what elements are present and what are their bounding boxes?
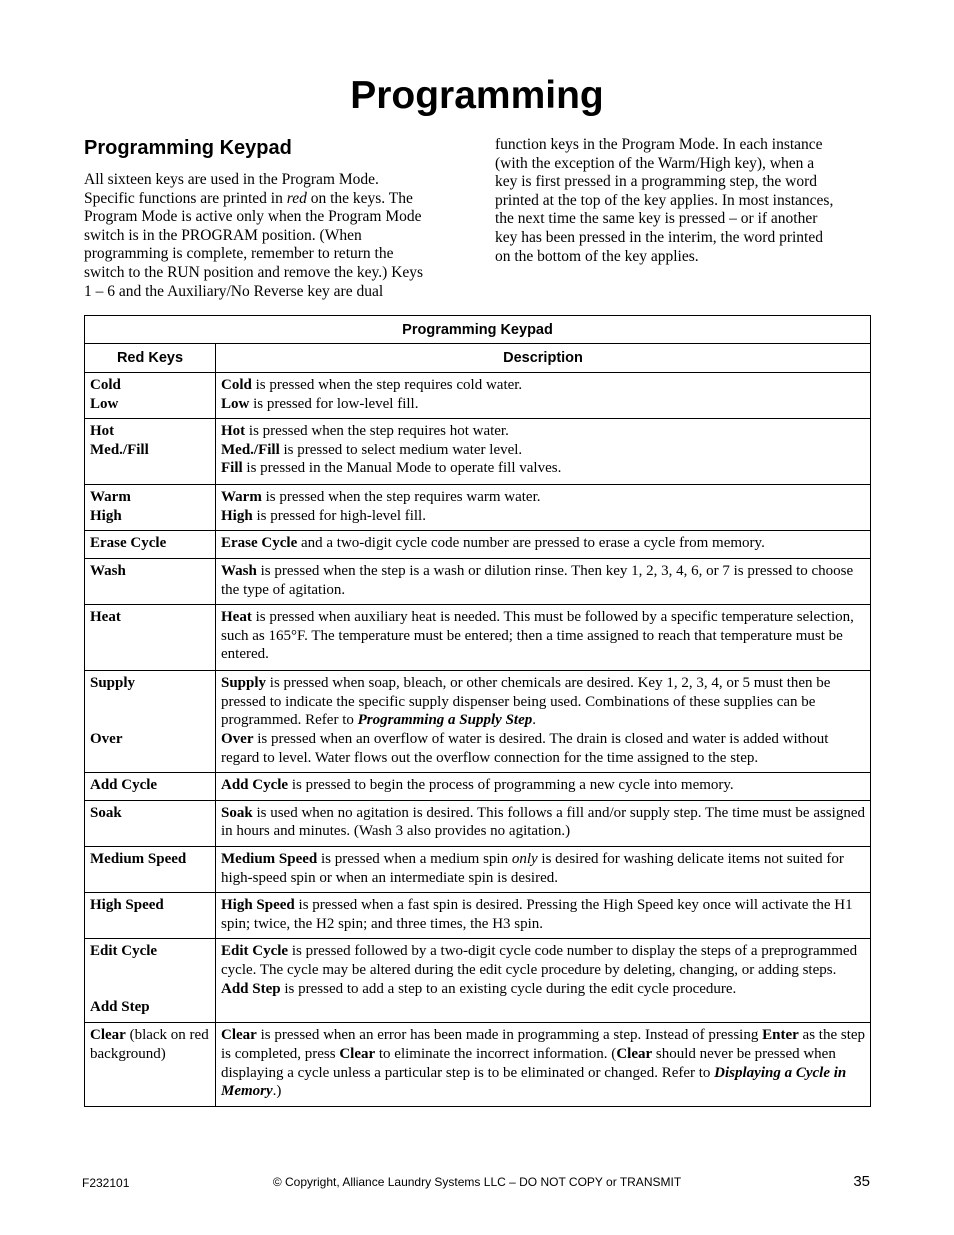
- red-key-cell: [85, 893, 216, 939]
- red-key-cell: [85, 531, 216, 559]
- key-description: [216, 801, 870, 846]
- description-cell: [216, 671, 871, 773]
- description-cell: [216, 773, 871, 801]
- description-line: [221, 534, 865, 553]
- intro-paragraph-left: [84, 171, 462, 301]
- description-text: is pressed when soap, bleach, or other chemicals are desired. Key 1, 2, 3, 4, or 5 must then be pressed to indicate the specific supply dispenser being used. Combinations of these supplies can be programmed. Refer to: [221, 675, 831, 729]
- red-key-names: [85, 1023, 215, 1068]
- description-cell: [216, 485, 871, 531]
- description-cell: [216, 1023, 871, 1107]
- red-key-names: [85, 671, 215, 753]
- description-line: [221, 608, 865, 664]
- description-text: is pressed for low-level fill.: [249, 395, 419, 412]
- red-key-name: Medium Speed: [90, 850, 187, 867]
- description-text: is pressed when the step requires warm water.: [261, 489, 541, 506]
- description-line: [221, 459, 865, 478]
- emphasis: only: [511, 850, 538, 867]
- cross-reference: Displaying a Cycle in Memory: [221, 1064, 847, 1100]
- red-key-names: [85, 373, 215, 418]
- description-line: [221, 395, 865, 414]
- red-key-names: [85, 939, 215, 1021]
- key-term: Warm: [221, 489, 262, 506]
- key-term: Heat: [221, 609, 252, 626]
- intro-text-red-word: red: [286, 189, 307, 207]
- description-text: .): [272, 1083, 282, 1100]
- red-key-names: [85, 485, 215, 530]
- key-term: Enter: [762, 1027, 799, 1044]
- red-key-name: Wash: [90, 562, 126, 579]
- table-row: [85, 605, 871, 671]
- spacer: [90, 980, 210, 999]
- red-key-name: Cold: [90, 377, 121, 393]
- key-term: Hot: [221, 423, 246, 440]
- description-line: [221, 422, 865, 441]
- red-key-cell: [85, 419, 216, 485]
- table-caption: Programming Keypad: [85, 316, 871, 344]
- key-description: [216, 939, 870, 1003]
- table-row: [85, 485, 871, 531]
- red-key-names: [85, 893, 215, 920]
- copyright-notice: © Copyright, Alliance Laundry Systems LLC – DO NOT COPY or TRANSMIT: [272, 1175, 682, 1189]
- description-text: and a two-digit cycle code number are pressed to erase a cycle from memory.: [297, 535, 765, 552]
- key-description: [216, 605, 870, 669]
- description-text: is pressed when a medium spin: [317, 850, 512, 867]
- key-term: Wash: [221, 562, 257, 579]
- key-description: [216, 773, 870, 800]
- key-term: Add Step: [221, 980, 281, 997]
- red-key-name: Soak: [90, 804, 122, 821]
- clear-key-note: (black on red background): [90, 1027, 209, 1062]
- spacer: [90, 693, 210, 712]
- key-description: [216, 671, 870, 772]
- table-row: [85, 419, 871, 485]
- description-text: should never be pressed when displaying a cycle unless a particular step is to be eliminated or changed. Refer to: [221, 1045, 836, 1081]
- key-term: Clear: [221, 1027, 257, 1044]
- column-header-description: Description: [216, 344, 871, 373]
- description-line: [221, 488, 865, 507]
- red-key-cell: [85, 773, 216, 801]
- description-text: is desired for washing delicate items not suited for high-speed spin or when an intermediate spin is desired.: [221, 850, 844, 886]
- table-row: [85, 800, 871, 846]
- description-text: is pressed when a fast spin is desired. Pressing the High Speed key once will activate the H1 spin; twice, the H2 spin; and three times, the H3 spin.: [221, 897, 853, 932]
- red-key-cell: [85, 800, 216, 846]
- red-key-names: [85, 801, 215, 828]
- programming-keypad-table: [84, 315, 871, 1107]
- section-heading: Programming Keypad: [84, 137, 292, 159]
- description-text: is pressed when an error has been made in programming a step. Instead of pressing: [256, 1027, 763, 1044]
- description-line: [221, 674, 865, 730]
- red-key-names: [85, 419, 215, 464]
- key-description: [216, 847, 870, 892]
- red-key-name: High: [90, 507, 122, 524]
- page-title: Programming: [350, 74, 604, 117]
- description-line: [221, 980, 865, 999]
- table-body: [85, 373, 871, 1107]
- intro-paragraph-right: function keys in the Program Mode. In each instance (with the exception of the Warm/High key), when a key is first pressed in a programming step, the word printed at the top of the key applies. In most instances, the next time the same key is pressed – or if another key has been pressed in the interim, the word printed on the bottom of the key applies.: [495, 136, 834, 265]
- key-term: Supply: [221, 675, 267, 692]
- description-text: is pressed for high-level fill.: [252, 507, 426, 524]
- description-line: [221, 730, 865, 767]
- description-text: is pressed when an overflow of water is desired. The drain is closed and water is added without regard to level. Water flows out the overflow connection for the time assigned to the step.: [221, 730, 829, 766]
- description-text: is pressed when the step requires hot water.: [245, 423, 509, 440]
- key-term: Low: [221, 395, 250, 412]
- description-line: [221, 850, 865, 887]
- key-description: [216, 419, 870, 483]
- red-key-name: Add Step: [90, 999, 150, 1016]
- red-key-name: Heat: [90, 609, 121, 626]
- red-key-cell: [85, 846, 216, 892]
- description-line: [221, 776, 865, 795]
- description-text: is pressed when the step requires cold water.: [251, 377, 523, 393]
- description-text: is pressed when the step is a wash or dilution rinse. Then key 1, 2, 3, 4, 6, or 7 is pressed to choose the type of agitation.: [221, 562, 854, 598]
- key-term: Cold: [221, 377, 252, 393]
- description-cell: [216, 373, 871, 419]
- red-key-names: [85, 559, 215, 586]
- intro-text-part2: on the keys. The Program Mode is active only when the Program Mode switch is in the PROGRAM position. (When programming is complete, remember to return the switch to the RUN position and remove the key.) Keys 1 – 6 and the Auxiliary/No Reverse key are dual: [84, 189, 424, 300]
- red-key-name: Erase Cycle: [90, 535, 167, 552]
- document-code: F232101: [82, 1176, 130, 1190]
- description-line: [221, 441, 865, 460]
- description-text: .: [532, 712, 536, 729]
- key-term: High Speed: [221, 897, 295, 914]
- description-text: is pressed in the Manual Mode to operate fill valves.: [242, 460, 562, 477]
- red-key-name: Low: [90, 395, 119, 412]
- red-key-name: Over: [90, 730, 123, 747]
- description-text: as the step is completed, press: [221, 1027, 866, 1062]
- description-text: is pressed to add a step to an existing cycle during the edit cycle procedure.: [280, 980, 737, 997]
- table-row: [85, 846, 871, 892]
- intro-left-column: [84, 135, 462, 301]
- red-key-cell: [85, 939, 216, 1023]
- red-key-names: [85, 531, 215, 558]
- red-key-names: [85, 773, 215, 800]
- key-term: Clear: [616, 1045, 653, 1062]
- key-description: [216, 373, 870, 418]
- key-term: Fill: [221, 460, 243, 477]
- red-key-cell: [85, 485, 216, 531]
- key-description: [216, 559, 870, 604]
- table-row: [85, 1023, 871, 1107]
- description-text: is pressed to begin the process of programming a new cycle into memory.: [288, 777, 734, 794]
- red-key-cell: [85, 1023, 216, 1107]
- key-term: Medium Speed: [221, 850, 318, 867]
- table-row: [85, 939, 871, 1023]
- red-key-cell: [85, 373, 216, 419]
- red-key-cell: [85, 605, 216, 671]
- red-key-cell: [85, 558, 216, 604]
- cross-reference: Programming a Supply Step: [357, 712, 533, 729]
- description-line: [221, 804, 865, 841]
- red-key-name: High Speed: [90, 897, 164, 914]
- intro-right-column: [495, 136, 873, 266]
- column-header-red-keys: Red Keys: [85, 344, 216, 373]
- description-cell: [216, 558, 871, 604]
- key-term: Over: [221, 730, 254, 747]
- description-text: is pressed to select medium water level.: [279, 441, 523, 458]
- page-number: 35: [853, 1173, 870, 1190]
- table-row: [85, 531, 871, 559]
- table-row: [85, 558, 871, 604]
- intro-text-part1: All sixteen keys are used in the Program Mode. Specific functions are printed in: [84, 171, 379, 207]
- red-key-name: Warm: [90, 489, 131, 506]
- red-key-cell: [85, 671, 216, 773]
- description-line: [221, 507, 865, 526]
- description-line: [221, 562, 865, 599]
- red-key-name: Med./Fill: [90, 441, 149, 458]
- red-key-name: Edit Cycle: [90, 943, 158, 960]
- key-description: [216, 1023, 870, 1105]
- red-key-names: [85, 605, 215, 632]
- key-description: [216, 531, 870, 558]
- table-row: [85, 671, 871, 773]
- description-cell: [216, 846, 871, 892]
- description-text: is pressed followed by a two-digit cycle code number to display the steps of a preprogrammed cycle. The cycle may be altered during the edit cycle procedure by deleting, changing, or adding steps.: [221, 943, 858, 978]
- key-term: Erase Cycle: [221, 535, 298, 552]
- spacer: [90, 711, 210, 730]
- key-term: Soak: [221, 804, 253, 821]
- key-description: [216, 485, 870, 530]
- description-cell: [216, 605, 871, 671]
- description-cell: [216, 939, 871, 1023]
- red-key-names: [85, 847, 215, 874]
- description-cell: [216, 531, 871, 559]
- key-term: Med./Fill: [221, 441, 280, 458]
- key-term: Clear: [339, 1045, 376, 1062]
- description-line: [221, 1026, 865, 1100]
- red-key-name: Supply: [90, 675, 136, 692]
- description-line: [221, 896, 865, 933]
- clear-key-label: Clear: [90, 1027, 126, 1044]
- description-text: to eliminate the incorrect information. (: [375, 1045, 617, 1062]
- key-term: Edit Cycle: [221, 943, 289, 960]
- table-row: [85, 373, 871, 419]
- red-key-name: Hot: [90, 423, 115, 440]
- description-text: is pressed when auxiliary heat is needed. This must be followed by a specific temperature selection, such as 165°F. The temperature must be entered; then a time assigned to reach that temperature must be entered.: [221, 609, 854, 663]
- red-key-name: [90, 1026, 210, 1063]
- description-line: [221, 376, 865, 395]
- table-row: [85, 893, 871, 939]
- description-line: [221, 942, 865, 979]
- description-cell: [216, 419, 871, 485]
- table-row: [85, 773, 871, 801]
- key-term: High: [221, 507, 253, 524]
- description-text: is used when no agitation is desired. This follows a fill and/or supply step. The time must be assigned in hours and minutes. (Wash 3 also provides no agitation.): [221, 804, 865, 840]
- description-cell: [216, 800, 871, 846]
- red-key-name: Add Cycle: [90, 777, 158, 794]
- key-description: [216, 893, 870, 938]
- description-cell: [216, 893, 871, 939]
- spacer: [90, 961, 210, 980]
- key-term: Add Cycle: [221, 777, 289, 794]
